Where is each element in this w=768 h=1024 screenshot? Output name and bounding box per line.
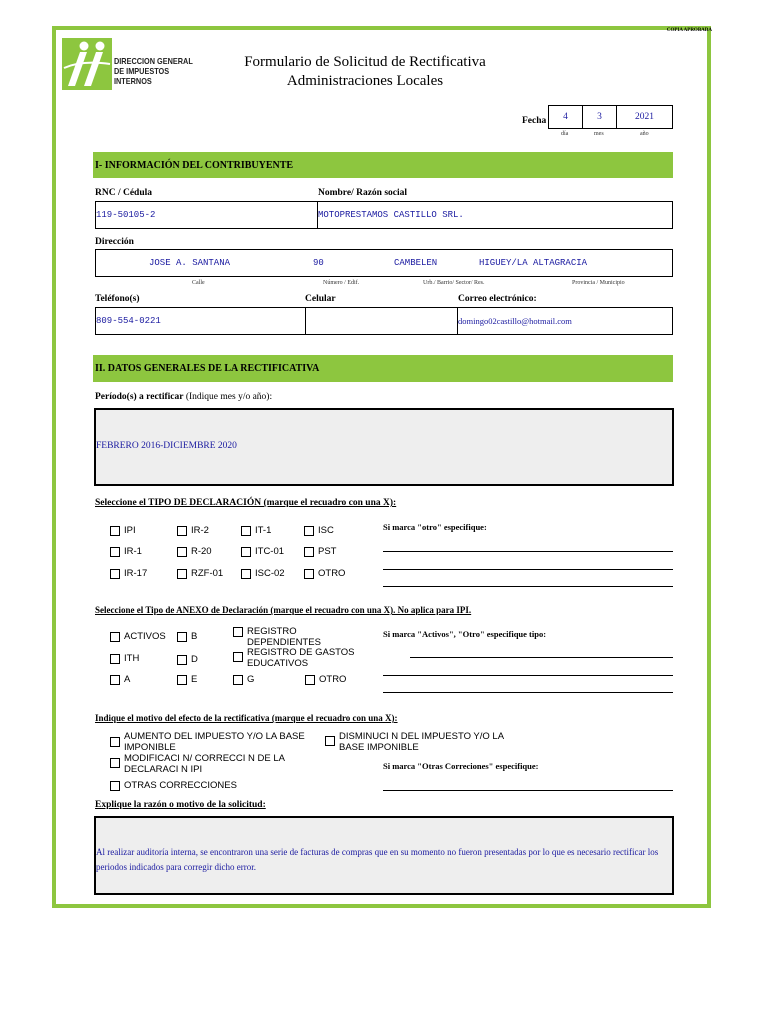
checkbox-box[interactable]	[110, 737, 120, 747]
checkbox-box[interactable]	[110, 654, 120, 664]
checkbox-box[interactable]	[304, 526, 314, 536]
checkbox-ir-1[interactable]	[110, 546, 142, 557]
checkbox-label: E	[191, 674, 198, 685]
checkbox-label: OTRO	[319, 674, 347, 685]
urb-value: CAMBELEN	[394, 258, 438, 268]
checkbox-otro-decl[interactable]	[304, 568, 345, 579]
checkbox-box[interactable]	[304, 569, 314, 579]
checkbox-disminucion[interactable]	[325, 731, 525, 753]
checkbox-label: IR-1	[124, 546, 142, 557]
logo-line-1: DIRECCION GENERAL	[114, 56, 193, 66]
checkbox-label: R-20	[191, 546, 212, 557]
checkbox-ir-17[interactable]	[110, 568, 147, 579]
checkbox-rzf-01[interactable]	[177, 568, 223, 579]
checkbox-otro-anexo[interactable]	[305, 674, 346, 685]
checkbox-label: ACTIVOS	[124, 631, 166, 642]
checkbox-label: IT-1	[255, 525, 272, 536]
calle-value: JOSE A. SANTANA	[149, 258, 231, 268]
checkbox-label: G	[247, 674, 255, 685]
otras-correcciones-line[interactable]	[383, 790, 673, 791]
checkbox-box[interactable]	[304, 547, 314, 557]
checkbox-box[interactable]	[110, 781, 120, 791]
checkbox-box[interactable]	[177, 547, 187, 557]
checkbox-otras-correcciones[interactable]	[110, 780, 237, 791]
checkbox-label: B	[191, 631, 198, 642]
checkbox-box[interactable]	[177, 569, 187, 579]
otras-correcciones-especifique: Si marca "Otras Correciones" especifique:	[383, 761, 539, 771]
checkbox-box[interactable]	[241, 569, 251, 579]
checkbox-label: ITH	[124, 653, 140, 664]
provincia-value: HIGUEY/LA ALTAGRACIA	[479, 258, 588, 268]
rnc-label: RNC / Cédula	[95, 188, 153, 198]
calle-label: Calle	[192, 280, 205, 286]
checkbox-label: A	[124, 674, 131, 685]
checkbox-label: OTRAS CORRECCIONES	[124, 780, 237, 791]
section-2-header: II. DATOS GENERALES DE LA RECTIFICATIVA	[93, 355, 673, 382]
tipo-otro-line-2[interactable]	[383, 569, 673, 570]
checkbox-label: ITC-01	[255, 546, 285, 557]
checkbox-box[interactable]	[177, 655, 187, 665]
dgii-logo-icon	[62, 38, 112, 90]
checkbox-label: AUMENTO DEL IMPUESTO Y/O LA BASE IMPONIBLE	[124, 731, 305, 753]
checkbox-isc[interactable]	[304, 525, 334, 536]
anexo-otro-line-3[interactable]	[383, 692, 673, 693]
checkbox-ipi[interactable]	[110, 525, 136, 536]
checkbox-box[interactable]	[305, 675, 315, 685]
periodo-value: FEBRERO 2016-DICIEMBRE 2020	[96, 441, 237, 451]
checkbox-activos[interactable]	[110, 631, 166, 642]
checkbox-box[interactable]	[177, 675, 187, 685]
checkbox-a[interactable]	[110, 674, 130, 685]
checkbox-modificacion[interactable]	[110, 753, 310, 775]
checkbox-box[interactable]	[241, 526, 251, 536]
periodo-label	[95, 392, 272, 402]
checkbox-label: DISMINUCI N DEL IMPUESTO Y/O LA BASE IMPONIBLE	[339, 731, 504, 753]
checkbox-box[interactable]	[110, 675, 120, 685]
nombre-field[interactable]: MOTOPRESTAMOS CASTILLO SRL.	[318, 210, 464, 220]
checkbox-b[interactable]	[177, 631, 197, 642]
urb-label: Urb./ Barrio/ Sector/ Res.	[423, 280, 485, 286]
celular-label: Celular	[305, 294, 336, 304]
celular-field[interactable]	[306, 308, 458, 334]
checkbox-aumento[interactable]	[110, 731, 335, 753]
motivo-title: Indique el motivo del efecto de la rectificativa (marque el recuadro con una X):	[95, 713, 398, 723]
periodo-label-rest: (Indique mes y/o año):	[183, 392, 273, 402]
checkbox-label: PST	[318, 546, 337, 557]
telefono-label: Teléfono(s)	[95, 294, 140, 304]
fecha-dia-label: día	[561, 131, 569, 137]
checkbox-box[interactable]	[110, 632, 120, 642]
anexo-otro-line-2[interactable]	[383, 675, 673, 676]
section-1-header: I- INFORMACIÓN DEL CONTRIBUYENTE	[93, 152, 673, 178]
checkbox-box[interactable]	[110, 758, 120, 768]
checkbox-box[interactable]	[110, 569, 120, 579]
rnc-field[interactable]: 119-50105-2	[96, 202, 318, 228]
anexo-otro-line-1[interactable]	[410, 657, 673, 658]
logo-text	[114, 56, 193, 86]
checkbox-label: MODIFICACI N/ CORRECCI N DE LA DECLARACI N IPI	[124, 753, 285, 775]
checkbox-label: D	[191, 654, 198, 665]
checkbox-registro-dependientes[interactable]	[233, 626, 338, 648]
fecha-mes-label: mes	[594, 131, 604, 137]
fecha-ano[interactable]: 2021	[635, 112, 654, 122]
checkbox-label: OTRO	[318, 568, 346, 579]
checkbox-label: IR-17	[124, 568, 148, 579]
tipo-otro-line-3[interactable]	[383, 586, 673, 587]
checkbox-box[interactable]	[177, 526, 187, 536]
direccion-label: Dirección	[95, 237, 134, 247]
logo-line-3: INTERNOS	[114, 76, 152, 86]
checkbox-label: RZF-01	[191, 568, 224, 579]
checkbox-ir-2[interactable]	[177, 525, 209, 536]
fecha-box	[548, 105, 673, 129]
checkbox-ith[interactable]	[110, 653, 139, 664]
fecha-ano-label: año	[640, 131, 649, 137]
anexo-otro-especifique: Si marca "Activos", "Otro" especifique tipo:	[383, 629, 547, 639]
checkbox-box[interactable]	[177, 632, 187, 642]
checkbox-g[interactable]	[233, 674, 254, 685]
checkbox-box[interactable]	[233, 627, 243, 637]
checkbox-label: ISC	[318, 525, 334, 536]
direccion-field[interactable]	[95, 249, 673, 277]
checkbox-registro-gastos[interactable]	[233, 647, 363, 669]
checkbox-label: REGISTRO DEPENDIENTES	[247, 626, 321, 648]
tipo-otro-especifique: Si marca "otro" especifique:	[383, 522, 487, 532]
correo-field[interactable]: domingo02castillo@hotmail.com	[458, 316, 572, 326]
fecha-dia[interactable]: 4	[549, 106, 583, 128]
checkbox-label: ISC-02	[255, 568, 285, 579]
checkbox-isc-02[interactable]	[241, 568, 285, 579]
copia-aprobada-label: COPIA APROBADA	[666, 28, 712, 33]
provincia-label: Provincia / Municipio	[572, 280, 625, 286]
rnc-nombre-row	[95, 201, 673, 229]
checkbox-it-1[interactable]	[241, 525, 271, 536]
correo-label: Correo electrónico:	[458, 294, 537, 304]
checkbox-itc-01[interactable]	[241, 546, 284, 557]
explique-value: Al realizar auditoría interna, se encontraron una serie de facturas de compras que en su momento no fueron presentadas por lo que es necesario rectificar los periodos indicados para corregir dicho error.	[96, 847, 659, 872]
explique-field[interactable]	[94, 816, 674, 895]
tipo-declaracion-title: Seleccione el TIPO DE DECLARACIÓN (marque el recuadro con una X):	[95, 498, 397, 508]
checkbox-label: REGISTRO DE GASTOS EDUCATIVOS	[247, 647, 355, 669]
checkbox-box[interactable]	[233, 652, 243, 662]
fecha-mes[interactable]: 3	[583, 106, 617, 128]
checkbox-box[interactable]	[233, 675, 243, 685]
telefono-field[interactable]: 809-554-0221	[96, 308, 306, 334]
numero-label: Número / Edif.	[323, 280, 360, 286]
fecha-label: Fecha	[522, 116, 547, 126]
checkbox-box[interactable]	[325, 736, 335, 746]
explique-title: Explique la razón o motivo de la solicitud:	[95, 800, 266, 810]
form-title: Formulario de Solicitud de Rectificativa	[244, 54, 486, 70]
checkbox-box[interactable]	[110, 547, 120, 557]
checkbox-label: IR-2	[191, 525, 209, 536]
form-subtitle: Administraciones Locales	[286, 73, 444, 89]
periodo-label-bold: Período(s) a rectificar	[95, 392, 184, 402]
checkbox-d[interactable]	[177, 654, 198, 665]
checkbox-box[interactable]	[241, 547, 251, 557]
nombre-label: Nombre/ Razón social	[318, 188, 408, 198]
periodo-field[interactable]	[94, 408, 674, 486]
checkbox-pst[interactable]	[304, 546, 336, 557]
anexo-title: Seleccione el Tipo de ANEXO de Declaración (marque el recuadro con una X). No aplica para IPI.	[95, 605, 472, 615]
tipo-otro-line-1[interactable]	[383, 551, 673, 552]
numero-value: 90	[313, 258, 324, 268]
checkbox-r-20[interactable]	[177, 546, 212, 557]
checkbox-box[interactable]	[110, 526, 120, 536]
checkbox-label: IPI	[124, 525, 136, 536]
checkbox-e[interactable]	[177, 674, 197, 685]
logo-line-2: DE IMPUESTOS	[114, 66, 170, 76]
contacto-row	[95, 307, 673, 335]
